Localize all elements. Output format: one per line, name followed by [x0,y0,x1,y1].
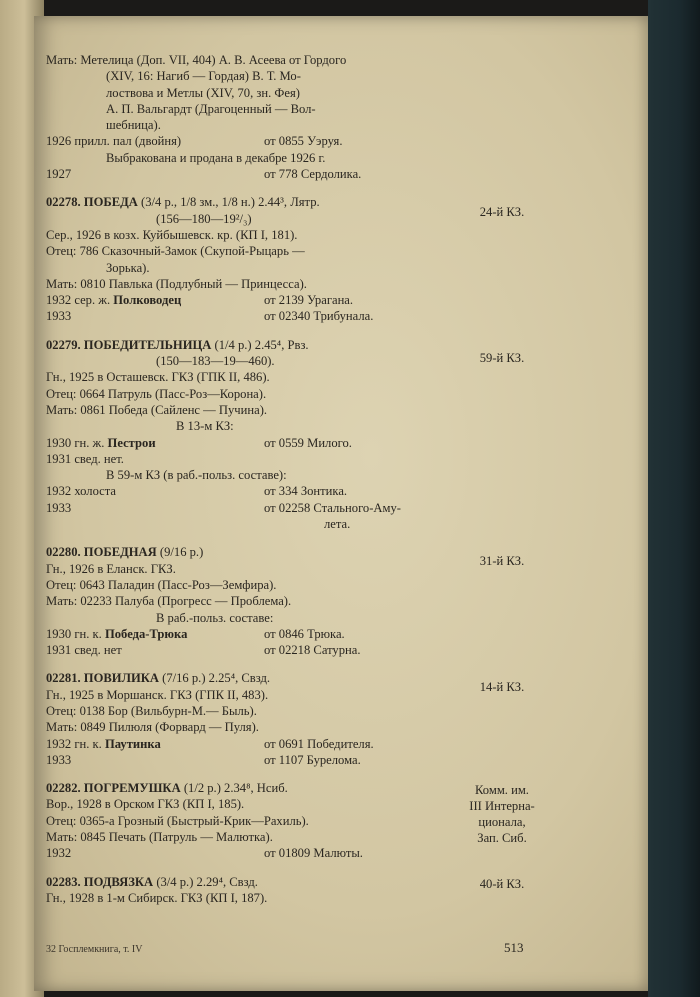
entry-name: ПОБЕДНАЯ [83,545,157,560]
entry-name: ПОГРЕМУШКА [83,781,181,796]
farm-line: Зап. Сиб. [477,831,527,845]
entry-head: (9/16 р.) [159,545,204,560]
record-sire: от 0691 Победителя. [264,736,374,751]
section-label: В 59-м КЗ (в раб.-польз. составе): [106,468,287,483]
entry-name: ПОБЕДИТЕЛЬНИЦА [83,337,212,352]
entry-id: 02279 [46,337,78,352]
section-label: В 13-м КЗ: [176,419,234,434]
text-line: Мать: 0861 Победа (Сайленс — Пучина). [46,402,268,417]
entry-heading: 02282. ПОГРЕМУШКА (1/2 р.) 2.34⁸, Нсиб. [46,781,288,796]
farm-label-02278: 24-й КЗ. [479,205,525,219]
record-row [46,133,476,149]
record-sire: от 2139 Урагана. [264,293,354,308]
farm-label-02283: 40-й КЗ. [479,877,525,891]
foal-name: Победа-Трюка [104,626,188,641]
entry-02280 [46,544,476,658]
record-year: 1932 холоста [46,484,117,499]
entry-heading: 02281. ПОВИЛИКА (7/16 р.) 2.25⁴, Свзд. [46,671,271,686]
record-sire: от 1107 Бурелома. [264,752,361,767]
entry-id: 02280 [46,545,78,560]
text-line: Мать: Метелица (Доп. VII, 404) А. В. Асеева от Гордого [46,53,347,67]
entry-02279 [46,337,476,533]
record-row [46,166,476,182]
section-label: В раб.-польз. составе: [156,610,274,625]
record-row [46,736,476,752]
farm-label-02279: 59-й КЗ. [479,351,525,365]
entry-id: 02282 [46,781,78,796]
entry-head: (3/4 р.) 2.29⁴, Свзд. [156,874,258,889]
record-year: 1933 [46,752,72,767]
entry-head-cont: (156—180—19²/₃) [156,211,252,226]
foal-name: Пестрои [107,435,156,450]
text-line: Гн., 1925 в Осташевск. ГКЗ (ГПК II, 486). [46,370,270,385]
record-row [46,626,476,642]
record-row [46,435,476,451]
farm-line: ционала, [478,815,526,829]
page-number: 513 [504,940,524,955]
text-line: Сер., 1926 в козх. Куйбышевск. кр. (КП I, 181). [46,227,298,242]
text-line: Выбракована и продана в декабре 1926 г. [106,150,326,165]
text-line: Мать: 0845 Печать (Патруль — Малютка). [46,830,273,845]
entry-head: (7/16 р.) 2.25⁴, Свзд. [162,671,271,686]
text-line: Гн., 1928 в 1-м Сибирск. ГКЗ (КП I, 187). [46,890,268,905]
record-sire: от 334 Зонтика. [264,484,348,499]
record-row [46,500,476,516]
record-sire-cont: лета. [324,517,351,532]
record-row [46,292,476,308]
record-sire: от 0855 Уэруя. [264,134,343,149]
entry-heading: 02280. ПОБЕДНАЯ (9/16 р.) [46,545,204,560]
text-line: Отец: 786 Сказочный-Замок (Скупой-Рыцарь — [46,244,305,259]
farm-label-02282 [454,782,550,846]
page-content [46,52,476,906]
entry-name: ПОДВЯЗКА [83,874,154,889]
entry-heading: 02279. ПОБЕДИТЕЛЬНИЦА (1/4 р.) 2.45⁴, Рвз. [46,337,309,352]
text-line: Мать: 0810 Павлька (Подлубный — Принцесса). [46,276,307,291]
record-sire: от 778 Сердолика. [264,167,362,182]
farm-label-02281: 14-й КЗ. [479,680,525,694]
text-line: Отец: 0664 Патруль (Пасс-Роз—Корона). [46,386,267,401]
entry-id: 02278 [46,195,78,210]
record-sire: от 02340 Трибунала. [264,309,374,324]
entry-continuation [46,52,476,182]
record-sire: от 02258 Стального-Аму- [264,500,401,515]
entry-heading: 02278. ПОБЕДА (3/4 р., 1/8 зм., 1/8 н.) 2.44³, Лятр. [46,195,320,210]
record-year: 1933 [46,500,72,515]
text-line: Гн., 1926 в Еланск. ГКЗ. [46,561,176,576]
record-year: 1932 [46,846,72,861]
entry-head: (1/4 р.) 2.45⁴, Рвз. [214,337,309,352]
farm-line: Комм. им. [475,783,529,797]
entry-heading: 02283. ПОДВЯЗКА (3/4 р.) 2.29⁴, Свзд. [46,874,258,889]
text-line: Отец: 0138 Бор (Вильбурн-М.— Быль). [46,703,257,718]
text-line: (XIV, 16: Нагиб — Гордая) В. Т. Мо- [106,69,301,84]
text-line: Мать: 02233 Палуба (Прогресс — Проблема). [46,594,292,609]
text-line: Мать: 0849 Пилюля (Форвард — Пуля). [46,720,259,735]
text-line: Вор., 1928 в Орском ГКЗ (КП I, 185). [46,797,245,812]
record-year: 1926 прилл. пал (двойня) [46,134,182,149]
book-page [34,16,648,991]
text-line: Отец: 0643 Паладин (Пасс-Роз—Земфира). [46,577,277,592]
record-sire: от 0846 Трюка. [264,626,345,641]
entry-head: (1/2 р.) 2.34⁸, Нсиб. [183,781,288,796]
record-year: 1932 сер. ж. [46,293,114,308]
text-line: лоствова и Метлы (XIV, 70, зн. Фея) [106,85,300,100]
text-line: Гн., 1925 в Моршанск. ГКЗ (ГПК II, 483). [46,687,269,702]
entry-name: ПОБЕДА [83,195,138,210]
record-sire: от 0559 Милого. [264,435,352,450]
entry-id: 02281 [46,671,78,686]
text-line: шебница). [106,118,161,133]
text-line: А. П. Вальгардт (Драгоценный — Вол- [106,101,316,116]
text-line: Зорька). [106,260,150,275]
foal-name: Паутинка [104,736,161,751]
record-year: 1931 свед. нет [46,643,122,658]
record-row [46,483,476,499]
record-row [46,308,476,324]
record-year: 1930 гн. ж. [46,435,108,450]
entry-02283 [46,874,476,907]
record-year: 1930 гн. к. [46,626,105,641]
entry-head-cont: (150—183—19—460). [156,354,275,369]
entry-name: ПОВИЛИКА [83,671,159,686]
entry-02281 [46,670,476,768]
entry-02278 [46,194,476,324]
text-line: Отец: 0365-а Грозный (Быстрый-Крик—Рахиль). [46,813,309,828]
entry-head: (3/4 р., 1/8 зм., 1/8 н.) 2.44³, Лятр. [141,195,320,210]
record-year: 1932 гн. к. [46,736,105,751]
record-year: 1927 [46,167,72,182]
record-row [46,451,476,467]
record-sire: от 01809 Малюты. [264,846,363,861]
record-year: 1931 свед. нет. [46,451,124,466]
page-footer: 32 Госплемкнига, т. IV [46,944,143,955]
foal-name: Полководец [113,293,182,308]
record-row [46,516,476,532]
book-spine [648,0,700,997]
farm-label-02280: 31-й КЗ. [479,554,525,568]
farm-line: III Интерна- [469,799,535,813]
record-sire: от 02218 Сатурна. [264,643,361,658]
record-year: 1933 [46,309,72,324]
entry-02282 [46,780,476,861]
record-row [46,845,476,861]
record-row [46,752,476,768]
entry-id: 02283 [46,874,78,889]
record-row [46,642,476,658]
